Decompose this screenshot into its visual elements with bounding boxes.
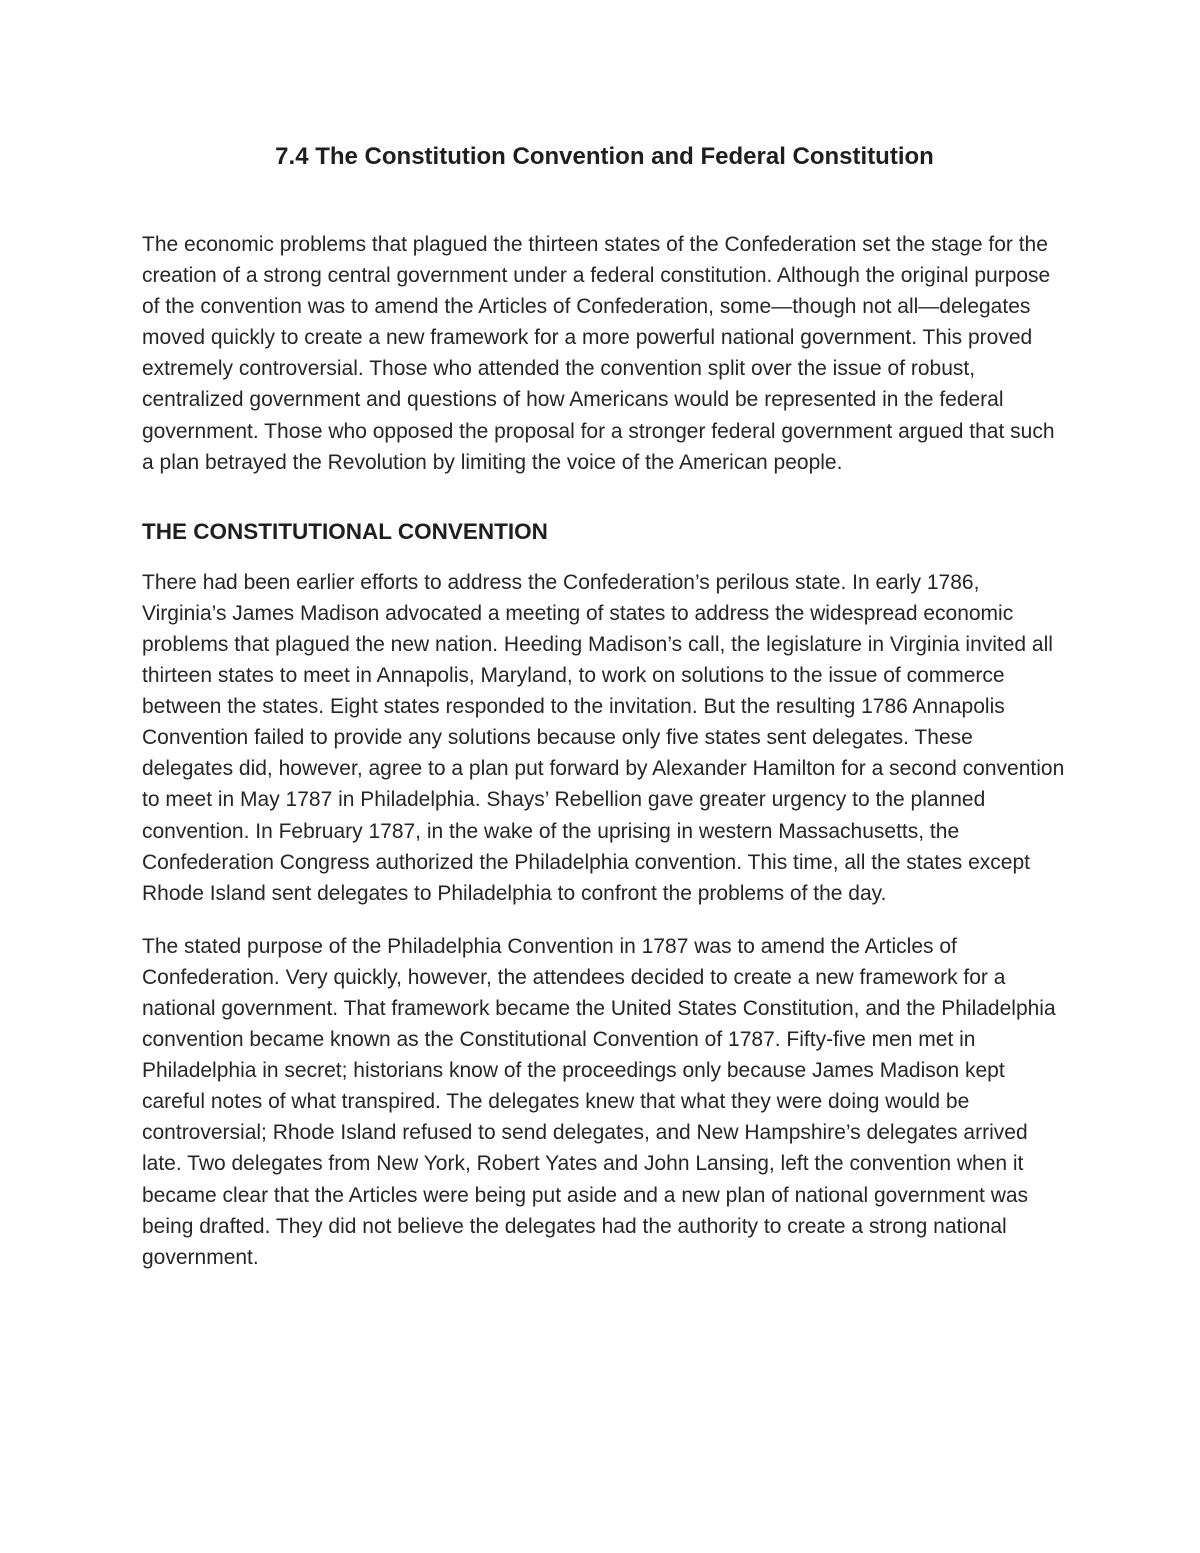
document-content	[142, 138, 1067, 1273]
section-paragraph-2: The stated purpose of the Philadelphia Convention in 1787 was to amend the Articles of Confederation. Very quickly, however, the attendees decided to create a new framework for a national government. That framework became the United States Constitution, and the Philadelphia convention became known as the Constitutional Convention of 1787. Fifty-five men met in Philadelphia in secret; historians know of the proceedings only because James Madison kept careful notes of what transpired. The delegates knew that what they were doing would be controversial; Rhode Island refused to send delegates, and New Hampshire’s delegates arrived late. Two delegates from New York, Robert Yates and John Lansing, left the convention when it became clear that the Articles were being put aside and a new plan of national government was being drafted. They did not believe the delegates had the authority to create a strong national government.	[142, 934, 1056, 1269]
section-paragraph-1: There had been earlier efforts to address the Confederation’s perilous state. In early 1786, Virginia’s James Madison advocated a meeting of states to address the widespread economic problems that plagued the new nation. Heeding Madison’s call, the legislature in Virginia invited all thirteen states to meet in Annapolis, Maryland, to work on solutions to the issue of commerce between the states. Eight states responded to the invitation. But the resulting 1786 Annapolis Convention failed to provide any solutions because only five states sent delegates. These delegates did, however, agree to a plan put forward by Alexander Hamilton for a second convention to meet in May 1787 in Philadelphia. Shays’ Rebellion gave greater urgency to the planned convention. In February 1787, in the wake of the uprising in western Massachusetts, the Confederation Congress authorized the Philadelphia convention. This time, all the states except Rhode Island sent delegates to Philadelphia to confront the problems of the day.	[142, 570, 1065, 905]
section-heading: THE CONSTITUTIONAL CONVENTION	[142, 518, 548, 544]
intro-paragraph: The economic problems that plagued the thirteen states of the Confederation set the stage for the creation of a strong central government under a federal constitution. Although the original purpose of the convention was to amend the Articles of Confederation, some—though not all—delegates moved quickly to create a new framework for a more powerful national government. This proved extremely controversial. Those who attended the convention split over the issue of robust, centralized government and questions of how Americans would be represented in the federal government. Those who opposed the proposal for a stronger federal government argued that such a plan betrayed the Revolution by limiting the voice of the American people.	[142, 233, 1055, 474]
page-title: 7.4 The Constitution Convention and Federal Constitution	[275, 143, 934, 170]
